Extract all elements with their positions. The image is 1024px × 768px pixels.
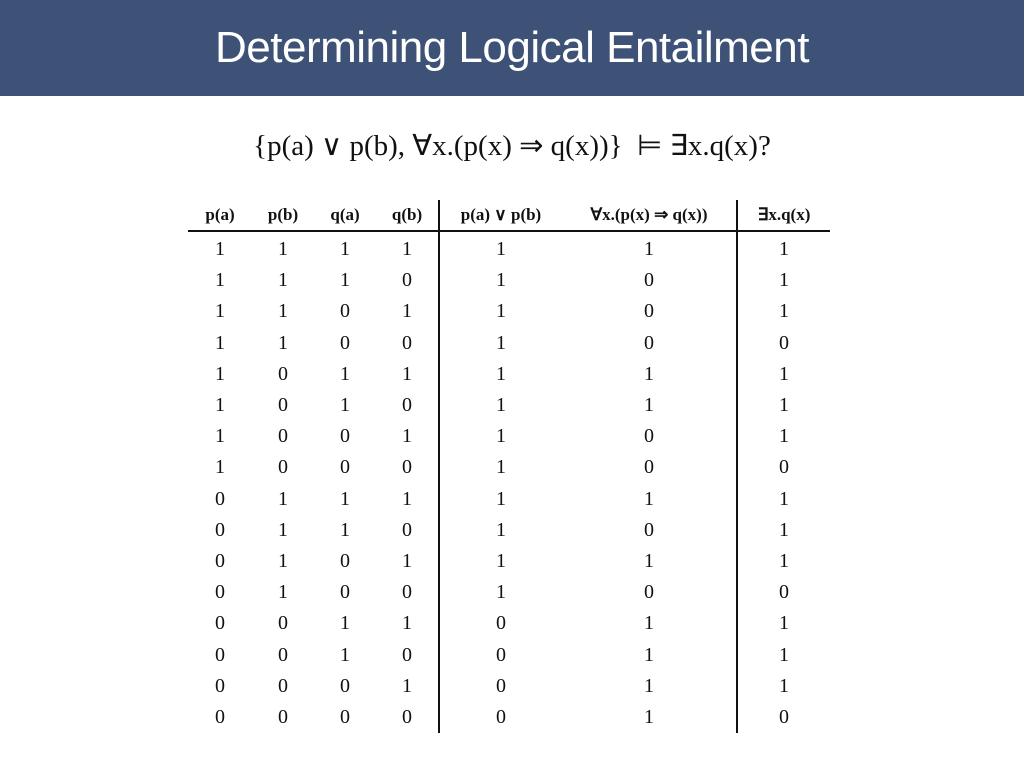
table-cell: 1 — [439, 359, 562, 390]
table-cell: 1 — [278, 549, 288, 572]
table-row — [188, 265, 830, 296]
table-cell: 1 — [340, 362, 350, 385]
table-cell: 0 — [644, 300, 654, 323]
table-row — [188, 484, 830, 515]
table-cell: 0 — [340, 300, 350, 323]
table-cell: 0 — [340, 674, 350, 697]
table-row — [188, 546, 830, 577]
table-cell: 1 — [215, 362, 225, 385]
table-cell: 0 — [215, 612, 225, 635]
table-cell: 0 — [278, 425, 288, 448]
table-cell: 1 — [439, 390, 562, 421]
table-cell: 1 — [402, 362, 412, 385]
table-row — [188, 296, 830, 327]
table-cell: 1 — [402, 487, 412, 510]
table-cell: 0 — [439, 608, 562, 639]
table-cell: 1 — [215, 456, 225, 479]
table-cell: 1 — [215, 269, 225, 292]
table-cell: 1 — [644, 612, 654, 635]
table-cell: 0 — [340, 549, 350, 572]
table-cell: 1 — [439, 231, 562, 265]
table-cell: 1 — [402, 238, 412, 261]
table-cell: 0 — [215, 518, 225, 541]
table-cell: 0 — [402, 518, 412, 541]
table-cell: 1 — [278, 581, 288, 604]
table-row — [188, 702, 830, 733]
table-cell: 1 — [278, 300, 288, 323]
table-cell: 1 — [439, 515, 562, 546]
table-row — [188, 231, 830, 265]
table-cell: 1 — [644, 394, 654, 417]
table-cell: 0 — [737, 328, 830, 359]
table-row — [188, 577, 830, 608]
header-existential: ∃x.q(x) — [737, 200, 830, 231]
table-cell: 0 — [402, 581, 412, 604]
table-cell: 1 — [737, 359, 830, 390]
table-cell: 1 — [215, 394, 225, 417]
table-cell: 1 — [737, 421, 830, 452]
table-cell: 1 — [340, 238, 350, 261]
table-cell: 0 — [439, 671, 562, 702]
table-cell: 0 — [340, 581, 350, 604]
table-cell: 1 — [439, 296, 562, 327]
table-cell: 0 — [402, 705, 412, 728]
table-cell: 1 — [402, 612, 412, 635]
table-cell: 0 — [439, 702, 562, 733]
table-cell: 1 — [737, 608, 830, 639]
table-cell: 1 — [402, 674, 412, 697]
table-cell: 0 — [215, 549, 225, 572]
table-cell: 1 — [644, 238, 654, 261]
table-cell: 1 — [340, 394, 350, 417]
table-cell: 0 — [215, 643, 225, 666]
table-cell: 1 — [215, 425, 225, 448]
table-cell: 1 — [439, 421, 562, 452]
table-cell: 1 — [737, 671, 830, 702]
table-cell: 0 — [278, 394, 288, 417]
table-row — [188, 639, 830, 670]
header-qa: q(a) — [314, 200, 376, 231]
table-cell: 1 — [737, 639, 830, 670]
header-pb: p(b) — [252, 200, 314, 231]
table-cell: 1 — [737, 546, 830, 577]
table-cell: 1 — [737, 515, 830, 546]
table-cell: 1 — [215, 238, 225, 261]
header-universal: ∀x.(p(x) ⇒ q(x)) — [562, 200, 737, 231]
table-cell: 1 — [737, 296, 830, 327]
table-cell: 1 — [340, 518, 350, 541]
table-cell: 0 — [215, 705, 225, 728]
table-cell: 1 — [644, 362, 654, 385]
table-cell: 0 — [644, 518, 654, 541]
table-cell: 1 — [644, 549, 654, 572]
table-cell: 1 — [644, 487, 654, 510]
table-cell: 1 — [340, 612, 350, 635]
table-cell: 0 — [278, 705, 288, 728]
table-row — [188, 390, 830, 421]
table-cell: 1 — [278, 518, 288, 541]
header-qb: q(b) — [376, 200, 439, 231]
table-row — [188, 452, 830, 483]
table-cell: 0 — [340, 705, 350, 728]
table-cell: 1 — [439, 328, 562, 359]
table-cell: 1 — [737, 231, 830, 265]
table-cell: 0 — [644, 425, 654, 448]
table-cell: 0 — [644, 581, 654, 604]
table-cell: 0 — [215, 581, 225, 604]
table-cell: 1 — [439, 546, 562, 577]
table-cell: 0 — [439, 639, 562, 670]
table-cell: 0 — [340, 425, 350, 448]
table-cell: 0 — [402, 331, 412, 354]
truth-table — [188, 200, 830, 733]
table-row — [188, 421, 830, 452]
table-cell: 0 — [737, 702, 830, 733]
table-cell: 0 — [402, 269, 412, 292]
table-row — [188, 671, 830, 702]
table-cell: 0 — [402, 456, 412, 479]
entailment-formula: {p(a) ∨ p(b), ∀x.(p(x) ⇒ q(x))} ⊨ ∃x.q(x)? — [253, 130, 771, 162]
table-row — [188, 608, 830, 639]
slide-title: Determining Logical Entailment — [215, 23, 809, 72]
table-cell: 0 — [644, 456, 654, 479]
table-cell: 0 — [215, 674, 225, 697]
table-cell: 1 — [278, 269, 288, 292]
table-row — [188, 359, 830, 390]
table-cell: 1 — [402, 425, 412, 448]
table-cell: 1 — [215, 331, 225, 354]
table-cell: 1 — [402, 549, 412, 572]
table-cell: 1 — [439, 484, 562, 515]
table-cell: 1 — [278, 238, 288, 261]
header-disjunction: p(a) ∨ p(b) — [439, 200, 562, 231]
table-cell: 1 — [439, 577, 562, 608]
table-cell: 1 — [340, 643, 350, 666]
table-cell: 1 — [278, 331, 288, 354]
table-cell: 0 — [340, 331, 350, 354]
table-cell: 0 — [644, 331, 654, 354]
table-cell: 1 — [644, 674, 654, 697]
table-cell: 0 — [644, 269, 654, 292]
table-cell: 1 — [644, 643, 654, 666]
table-cell: 1 — [737, 265, 830, 296]
table-cell: 0 — [340, 456, 350, 479]
table-cell: 1 — [340, 487, 350, 510]
table-cell: 1 — [439, 265, 562, 296]
table-cell: 0 — [278, 674, 288, 697]
table-row — [188, 515, 830, 546]
table-cell: 0 — [402, 394, 412, 417]
truth-table-header-row — [188, 200, 830, 231]
table-cell: 0 — [737, 577, 830, 608]
table-cell: 1 — [737, 390, 830, 421]
table-cell: 1 — [278, 487, 288, 510]
table-cell: 0 — [278, 612, 288, 635]
table-cell: 0 — [278, 643, 288, 666]
table-cell: 0 — [215, 487, 225, 510]
table-cell: 1 — [215, 300, 225, 323]
table-cell: 1 — [737, 484, 830, 515]
table-cell: 0 — [737, 452, 830, 483]
header-pa: p(a) — [188, 200, 252, 231]
table-cell: 0 — [278, 456, 288, 479]
table-cell: 1 — [439, 452, 562, 483]
truth-table-body — [188, 231, 830, 733]
table-cell: 0 — [402, 643, 412, 666]
table-cell: 0 — [278, 362, 288, 385]
table-row — [188, 328, 830, 359]
table-cell: 1 — [644, 705, 654, 728]
table-cell: 1 — [340, 269, 350, 292]
table-cell: 1 — [402, 300, 412, 323]
